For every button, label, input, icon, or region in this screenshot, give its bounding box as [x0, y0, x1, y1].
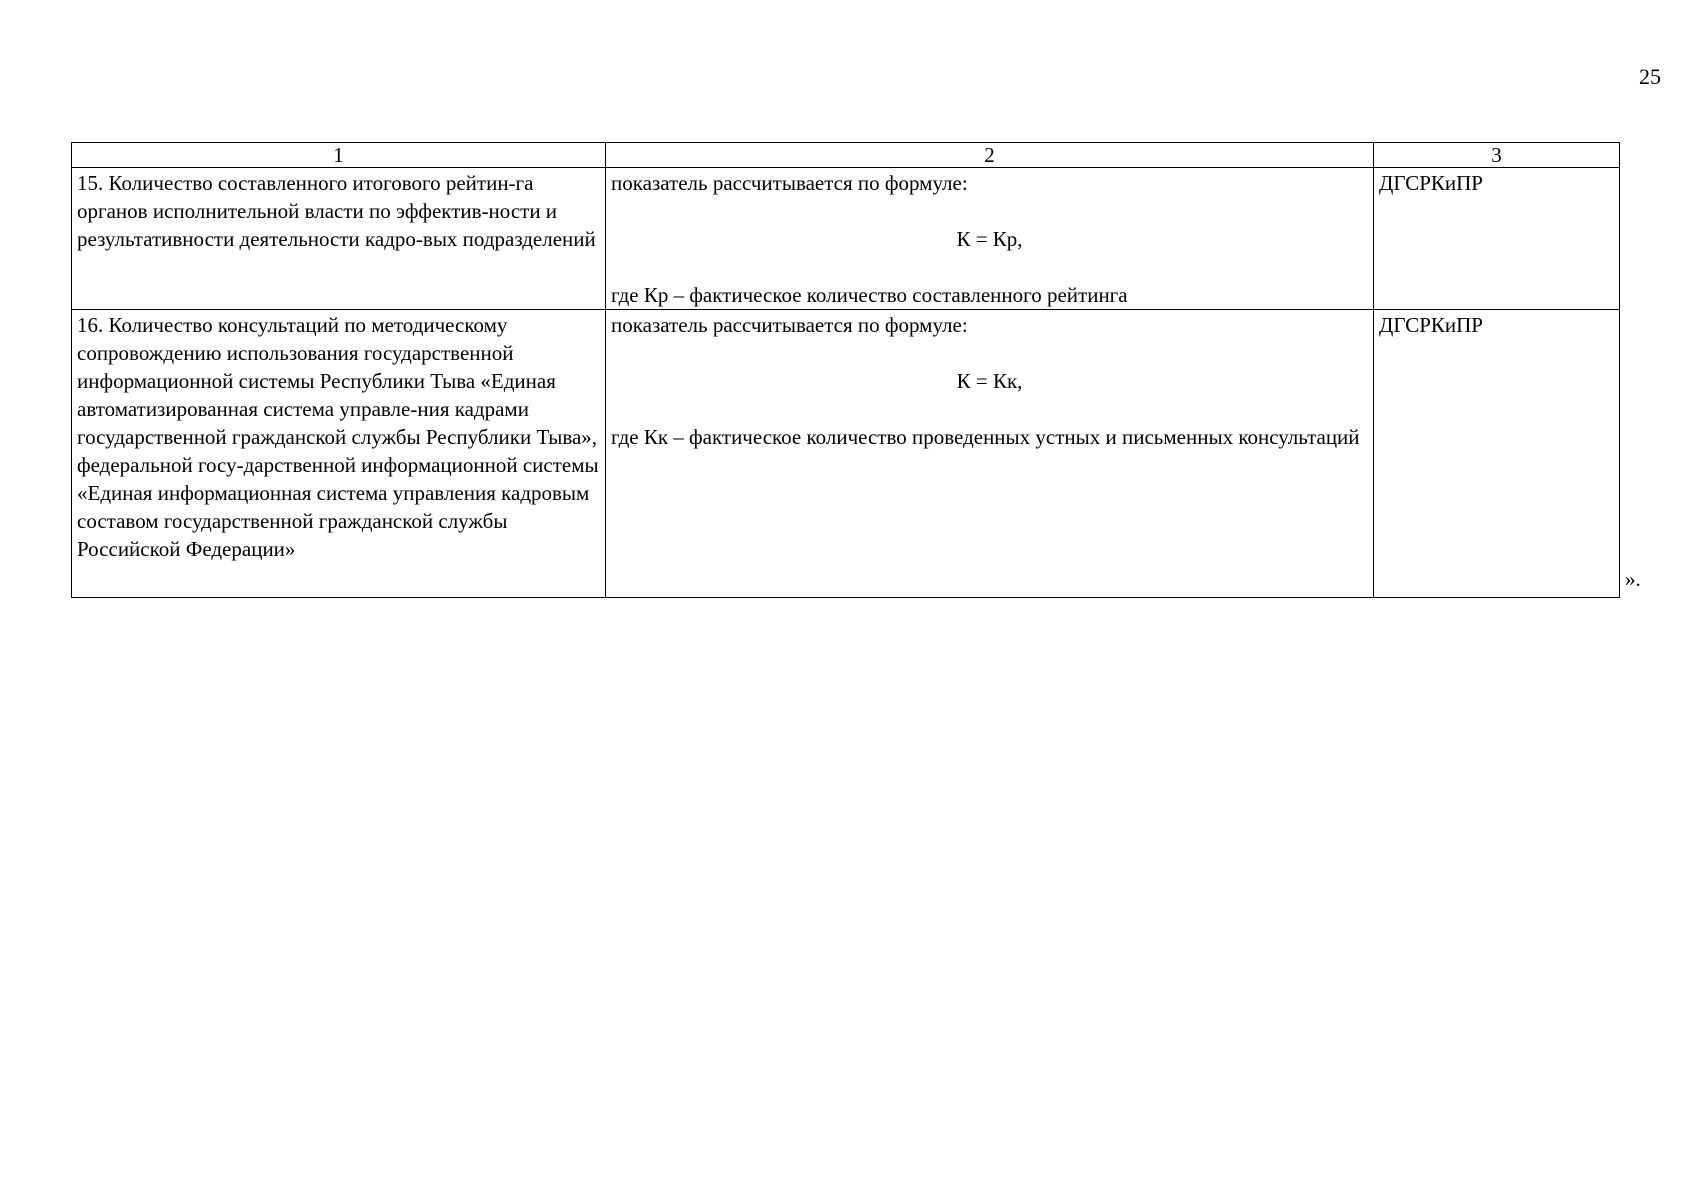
column-header-2: 2 — [606, 143, 1374, 168]
method-intro: показатель рассчитывается по формуле: — [611, 171, 968, 195]
responsible-text: ДГСРКиПР — [1379, 171, 1483, 195]
formula: К = Кк, — [956, 369, 1023, 393]
method-intro: показатель рассчитывается по формуле: — [611, 313, 968, 337]
table-header-row — [72, 143, 1620, 168]
responsible-text: ДГСРКиПР — [1379, 313, 1483, 337]
indicator-table — [71, 142, 1620, 598]
responsible-cell — [1374, 168, 1620, 310]
indicator-cell — [72, 310, 606, 598]
page-number: 25 — [1639, 64, 1661, 89]
method-cell — [606, 168, 1374, 310]
formula: К = Кр, — [956, 227, 1023, 251]
table-row — [72, 310, 1620, 598]
column-header-1: 1 — [72, 143, 606, 168]
method-cell — [606, 310, 1374, 598]
indicator-text: 15. Количество составленного итогового рейтин-га органов исполнительной власти по эффектив-ности и результативности деятельности кадро-вых подразделений — [77, 171, 596, 251]
formula-explanation: где Кк – фактическое количество проведенных устных и письменных консультаций — [611, 425, 1360, 449]
indicator-cell — [72, 168, 606, 310]
formula-explanation: где Кр – фактическое количество составленного рейтинга — [611, 283, 1128, 307]
indicator-text: 16. Количество консультаций по методическому сопровождению использования государственной информационной системы Республики Тыва «Единая автоматизированная система управле-ния кадрами государственной гражданской службы Республики Тыва», федеральной госу-дарственной информационной системы «Единая информационная система управления кадровым составом государственной гражданской службы Российской Федерации» — [77, 313, 599, 561]
column-header-3: 3 — [1374, 143, 1620, 168]
closing-quote: ». — [1625, 567, 1641, 591]
responsible-cell — [1374, 310, 1620, 598]
table-row — [72, 168, 1620, 310]
